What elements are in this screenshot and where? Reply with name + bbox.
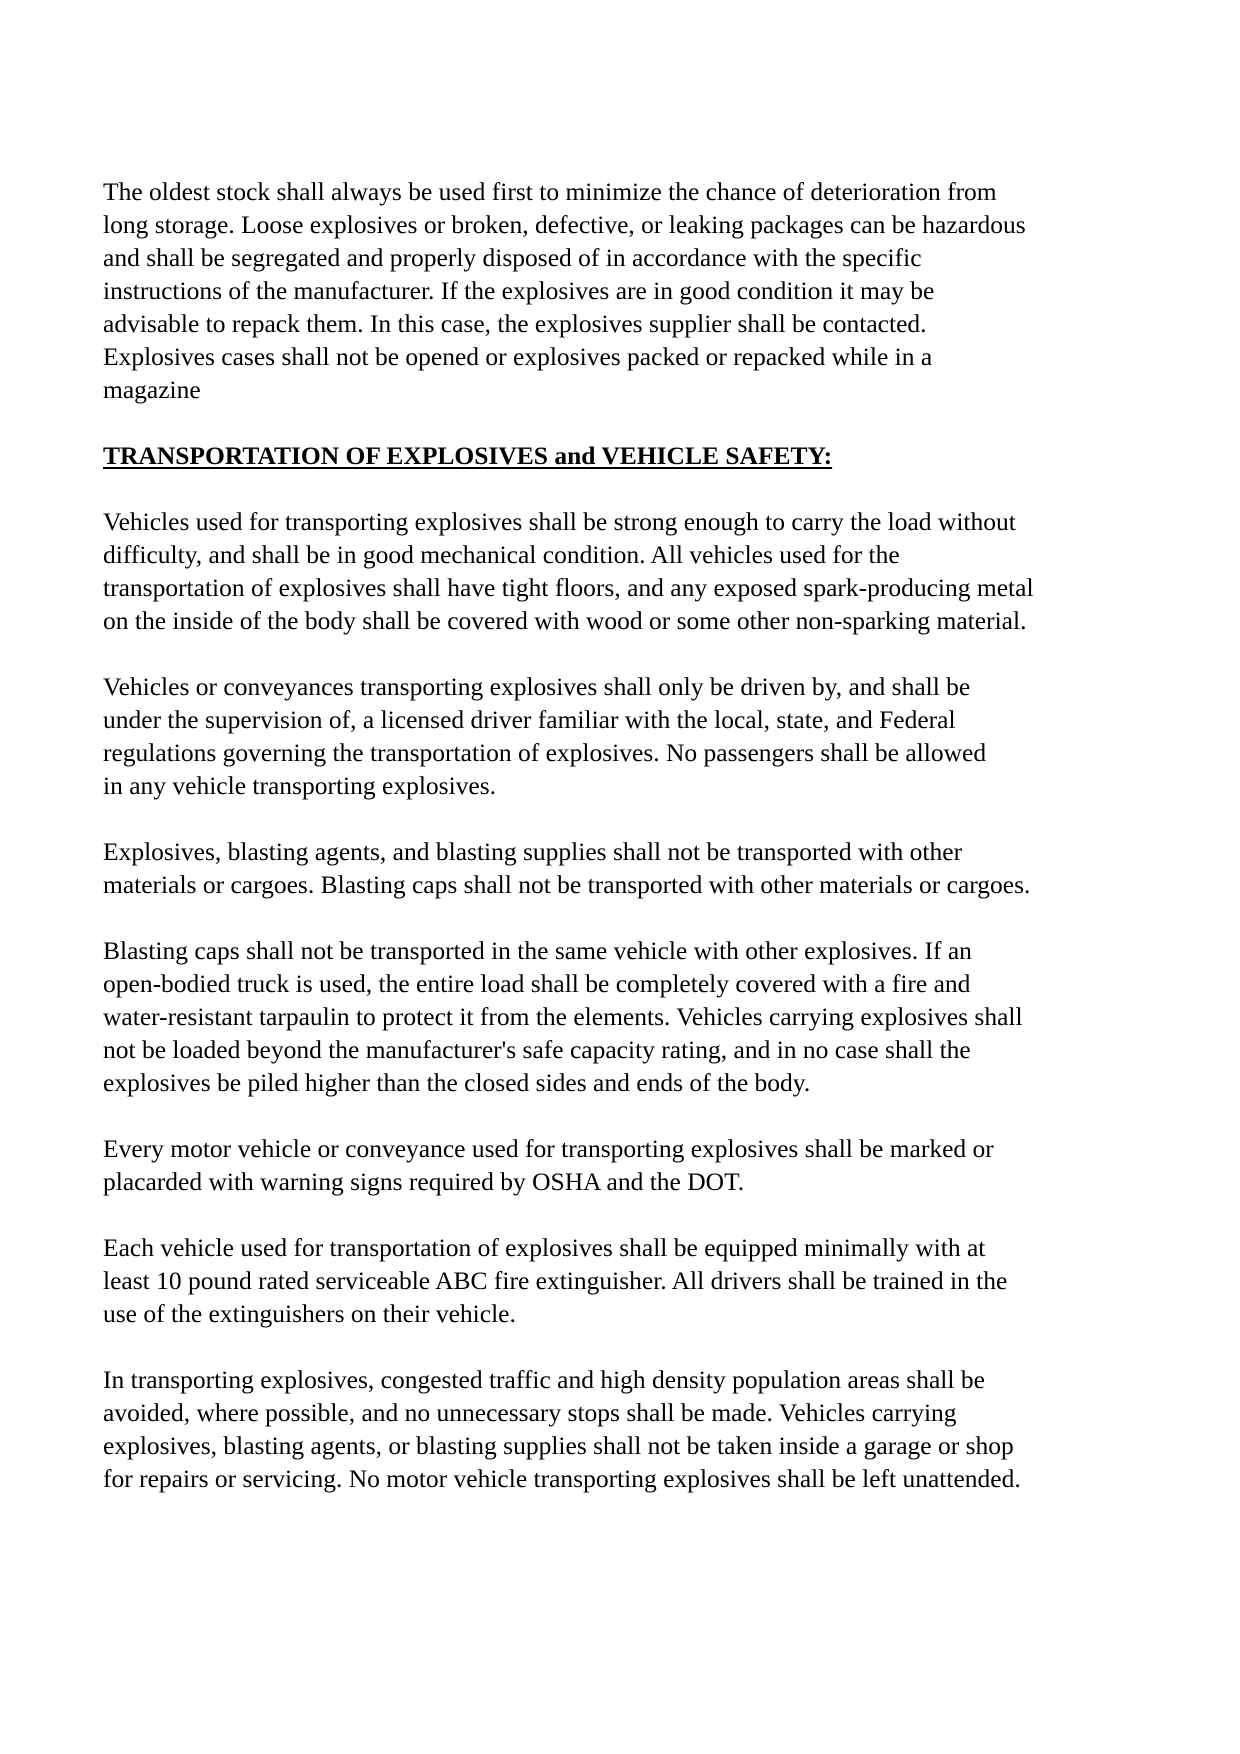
- paragraph-line: use of the extinguishers on their vehicle.: [103, 1299, 516, 1328]
- paragraph-line: difficulty, and shall be in good mechanical condition. All vehicles used for the: [103, 540, 900, 569]
- paragraph-line: transportation of explosives shall have tight floors, and any exposed spark-producing metal: [103, 573, 1034, 602]
- paragraph-line: regulations governing the transportation of explosives. No passengers shall be allowed: [103, 738, 987, 767]
- section-heading: TRANSPORTATION OF EXPLOSIVES and VEHICLE SAFETY:: [103, 441, 833, 470]
- paragraph-line: magazine: [103, 375, 201, 404]
- extinguisher-paragraph: [103, 1231, 1163, 1330]
- placard-paragraph: [103, 1132, 1163, 1198]
- paragraph-line: explosives, blasting agents, or blasting supplies shall not be taken inside a garage or shop: [103, 1431, 1014, 1460]
- paragraph-line: placarded with warning signs required by OSHA and the DOT.: [103, 1167, 745, 1196]
- paragraph-line: not be loaded beyond the manufacturer's safe capacity rating, and in no case shall the: [103, 1035, 971, 1064]
- paragraph-line: water-resistant tarpaulin to protect it from the elements. Vehicles carrying explosives shall: [103, 1002, 1023, 1031]
- paragraph-line: under the supervision of, a licensed driver familiar with the local, state, and Federal: [103, 705, 956, 734]
- paragraph-line: avoided, where possible, and no unnecessary stops shall be made. Vehicles carrying: [103, 1398, 957, 1427]
- paragraph-line: advisable to repack them. In this case, the explosives supplier shall be contacted.: [103, 309, 927, 338]
- paragraph-line: The oldest stock shall always be used first to minimize the chance of deterioration from: [103, 177, 997, 206]
- paragraph-line: on the inside of the body shall be covered with wood or some other non-sparking material.: [103, 606, 1027, 635]
- paragraph-line: Explosives cases shall not be opened or explosives packed or repacked while in a: [103, 342, 933, 371]
- cargo-paragraph: [103, 835, 1163, 901]
- paragraph-line: long storage. Loose explosives or broken, defective, or leaking packages can be hazardous: [103, 210, 1026, 239]
- paragraph-line: Blasting caps shall not be transported in the same vehicle with other explosives. If an: [103, 936, 972, 965]
- paragraph-line: Each vehicle used for transportation of explosives shall be equipped minimally with at: [103, 1233, 986, 1262]
- paragraph-line: and shall be segregated and properly disposed of in accordance with the specific: [103, 243, 922, 272]
- paragraph-line: least 10 pound rated serviceable ABC fire extinguisher. All drivers shall be trained in the: [103, 1266, 1008, 1295]
- paragraph-line: Explosives, blasting agents, and blasting supplies shall not be transported with other: [103, 837, 963, 866]
- page-content: [103, 175, 1163, 1528]
- paragraph-line: Vehicles or conveyances transporting explosives shall only be driven by, and shall be: [103, 672, 971, 701]
- vehicle-condition-paragraph: [103, 505, 1163, 637]
- paragraph-line: in any vehicle transporting explosives.: [103, 771, 497, 800]
- blasting-caps-paragraph: [103, 934, 1163, 1099]
- paragraph-line: Vehicles used for transporting explosives shall be strong enough to carry the load without: [103, 507, 1016, 536]
- paragraph-line: In transporting explosives, congested traffic and high density population areas shall be: [103, 1365, 985, 1394]
- paragraph-line: for repairs or servicing. No motor vehicle transporting explosives shall be left unattended.: [103, 1464, 1021, 1493]
- paragraph-line: Every motor vehicle or conveyance used for transporting explosives shall be marked or: [103, 1134, 994, 1163]
- paragraph-line: explosives be piled higher than the closed sides and ends of the body.: [103, 1068, 811, 1097]
- paragraph-line: materials or cargoes. Blasting caps shall not be transported with other materials or cargoes.: [103, 870, 1031, 899]
- route-paragraph: [103, 1363, 1163, 1495]
- intro-paragraph: [103, 175, 1163, 406]
- driver-paragraph: [103, 670, 1163, 802]
- paragraph-line: instructions of the manufacturer. If the explosives are in good condition it may be: [103, 276, 935, 305]
- paragraph-line: open-bodied truck is used, the entire load shall be completely covered with a fire and: [103, 969, 971, 998]
